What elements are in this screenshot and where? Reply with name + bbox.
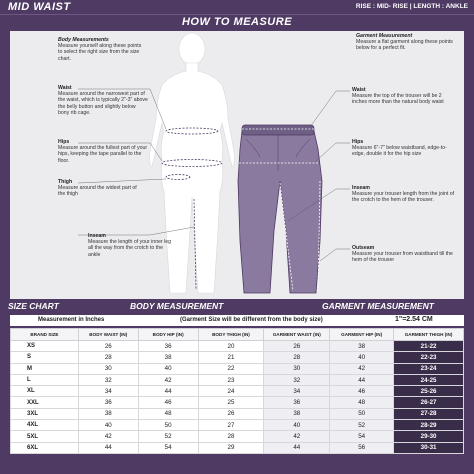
table-row	[11, 374, 464, 385]
value-cell-waist: 26	[78, 341, 138, 352]
value-cell-g-hip: 54	[330, 431, 394, 442]
col-brand-size: BRAND SIZE	[11, 329, 79, 341]
value-cell-thigh: 27	[198, 420, 264, 431]
trouser-figure	[238, 125, 322, 293]
hips-note: Hips Measure around the fullest part of your hips, keeping the tape parallel to the floor.	[58, 139, 148, 164]
value-cell-g-waist: 28	[264, 352, 330, 363]
value-cell-hip: 38	[138, 352, 198, 363]
units-label: Measurement in Inches	[38, 317, 105, 323]
value-cell-waist: 30	[78, 363, 138, 374]
table-row	[11, 363, 464, 374]
value-cell-g-waist: 44	[264, 442, 330, 453]
value-cell-hip: 46	[138, 397, 198, 408]
value-cell-waist: 40	[78, 420, 138, 431]
garment-thigh-highlight: 29-30	[394, 431, 464, 442]
value-cell-g-hip: 44	[330, 374, 394, 385]
body-measurements-note: Body Measurements Measure yourself along these points to select the right size from the size chart.	[58, 37, 142, 62]
value-cell-hip: 36	[138, 341, 198, 352]
value-cell-waist: 38	[78, 408, 138, 419]
size-cell: 3XL	[11, 408, 79, 419]
cm-conversion: 1"=2.54 CM	[395, 316, 433, 323]
value-cell-g-hip: 48	[330, 397, 394, 408]
value-cell-thigh: 26	[198, 408, 264, 419]
garment-hips-note: Hips Measure 6"-7" below waistband, edge-to-edge, double it for the hip size	[352, 139, 447, 158]
value-cell-thigh: 20	[198, 341, 264, 352]
measure-illustration-area	[10, 31, 464, 299]
col-body-thigh: BODY THIGH (IN)	[198, 329, 264, 341]
value-cell-g-waist: 42	[264, 431, 330, 442]
value-cell-thigh: 28	[198, 431, 264, 442]
garment-inseam-note: Inseam Measure your trouser length from the joint of the crotch to the hem of the trouser.	[352, 185, 455, 204]
how-to-measure-title: HOW TO MEASURE	[181, 16, 293, 28]
size-cell: XS	[11, 341, 79, 352]
table-row	[11, 420, 464, 431]
value-cell-waist: 32	[78, 374, 138, 385]
garment-thigh-highlight: 25-26	[394, 386, 464, 397]
value-cell-waist: 44	[78, 442, 138, 453]
value-cell-hip: 48	[138, 408, 198, 419]
value-cell-waist: 28	[78, 352, 138, 363]
size-table-wrap	[0, 312, 474, 474]
waist-note: Waist Measure around the narrowest part of the waist, which is typically 2"-3" above the belly button and slightly below bony rib cage.	[58, 85, 148, 116]
value-cell-g-waist: 40	[264, 420, 330, 431]
value-cell-thigh: 21	[198, 352, 264, 363]
top-header-bar	[0, 0, 474, 14]
size-chart-bar	[0, 299, 474, 312]
g-outseam-leader	[320, 249, 350, 261]
size-cell: 5XL	[11, 431, 79, 442]
col-body-waist: BODY WAIST (IN)	[78, 329, 138, 341]
garment-measurement-note: Garment Measurement Measure a flat garment along these points below for a perfect fit.	[356, 33, 453, 52]
size-cell: XL	[11, 386, 79, 397]
size-cell: L	[11, 374, 79, 385]
size-chart-title: SIZE CHART	[8, 301, 59, 311]
garment-thigh-highlight: 28-29	[394, 420, 464, 431]
value-cell-thigh: 23	[198, 374, 264, 385]
size-table	[10, 328, 464, 454]
value-cell-g-hip: 52	[330, 420, 394, 431]
table-body	[11, 341, 464, 454]
col-garment-thigh: GARMENT THIGH (IN)	[394, 329, 464, 341]
value-cell-g-waist: 32	[264, 374, 330, 385]
value-cell-waist: 36	[78, 397, 138, 408]
value-cell-thigh: 29	[198, 442, 264, 453]
table-row	[11, 386, 464, 397]
col-garment-waist: GARMENT WAIST (IN)	[264, 329, 330, 341]
value-cell-thigh: 22	[198, 363, 264, 374]
body-measurement-heading: BODY MEASUREMENT	[130, 301, 224, 311]
table-row	[11, 431, 464, 442]
value-cell-hip: 54	[138, 442, 198, 453]
value-cell-g-hip: 42	[330, 363, 394, 374]
value-cell-hip: 52	[138, 431, 198, 442]
garment-measurement-heading: GARMENT MEASUREMENT	[322, 301, 434, 311]
left-frame	[0, 14, 10, 299]
brand-title: MID WAIST	[8, 1, 71, 13]
garment-thigh-highlight: 22-23	[394, 352, 464, 363]
value-cell-g-waist: 30	[264, 363, 330, 374]
table-row	[11, 408, 464, 419]
value-cell-waist: 34	[78, 386, 138, 397]
size-cell: XXL	[11, 397, 79, 408]
value-cell-g-hip: 40	[330, 352, 394, 363]
g-waist-leader	[310, 91, 350, 127]
col-body-hip: BODY HIP (IN)	[138, 329, 198, 341]
garment-thigh-highlight: 21-22	[394, 341, 464, 352]
value-cell-g-hip: 46	[330, 386, 394, 397]
value-cell-g-waist: 36	[264, 397, 330, 408]
value-cell-g-waist: 34	[264, 386, 330, 397]
size-cell: 6XL	[11, 442, 79, 453]
size-cell: M	[11, 363, 79, 374]
thigh-note: Thigh Measure around the widest part of the thigh	[58, 179, 137, 198]
table-row	[11, 397, 464, 408]
garment-thigh-highlight: 30-31	[394, 442, 464, 453]
g-hips-leader	[316, 143, 350, 161]
garment-thigh-highlight: 27-28	[394, 408, 464, 419]
value-cell-thigh: 24	[198, 386, 264, 397]
how-to-measure-bar	[0, 14, 474, 31]
col-garment-hip: GARMENT HIP (IN)	[330, 329, 394, 341]
value-cell-hip: 50	[138, 420, 198, 431]
table-header-row	[11, 329, 464, 341]
garment-thigh-highlight: 23-24	[394, 363, 464, 374]
value-cell-g-hip: 50	[330, 408, 394, 419]
value-cell-thigh: 25	[198, 397, 264, 408]
table-row	[11, 341, 464, 352]
value-cell-waist: 42	[78, 431, 138, 442]
size-note: (Garment Size will be different from the body size)	[180, 317, 323, 323]
right-frame	[464, 14, 474, 299]
size-cell: S	[11, 352, 79, 363]
value-cell-g-waist: 26	[264, 341, 330, 352]
garment-thigh-highlight: 24-25	[394, 374, 464, 385]
table-subheader	[10, 315, 464, 326]
garment-waist-note: Waist Measure the top of the trouser will be 2 inches more than the natural body waist	[352, 87, 444, 106]
garment-outseam-note: Outseam Measure your trouser from waistband till the hem of the trouser	[352, 245, 453, 264]
size-cell: 4XL	[11, 420, 79, 431]
value-cell-g-hip: 56	[330, 442, 394, 453]
value-cell-hip: 44	[138, 386, 198, 397]
table-row	[11, 352, 464, 363]
rise-length-spec: RISE : MID- RISE | LENGTH : ANKLE	[355, 3, 468, 10]
value-cell-g-waist: 38	[264, 408, 330, 419]
value-cell-hip: 42	[138, 374, 198, 385]
inseam-note: Inseam Measure the length of your inner leg all the way from the crotch to the ankle	[88, 233, 172, 258]
garment-thigh-highlight: 26-27	[394, 397, 464, 408]
table-row	[11, 442, 464, 453]
value-cell-hip: 40	[138, 363, 198, 374]
value-cell-g-hip: 38	[330, 341, 394, 352]
